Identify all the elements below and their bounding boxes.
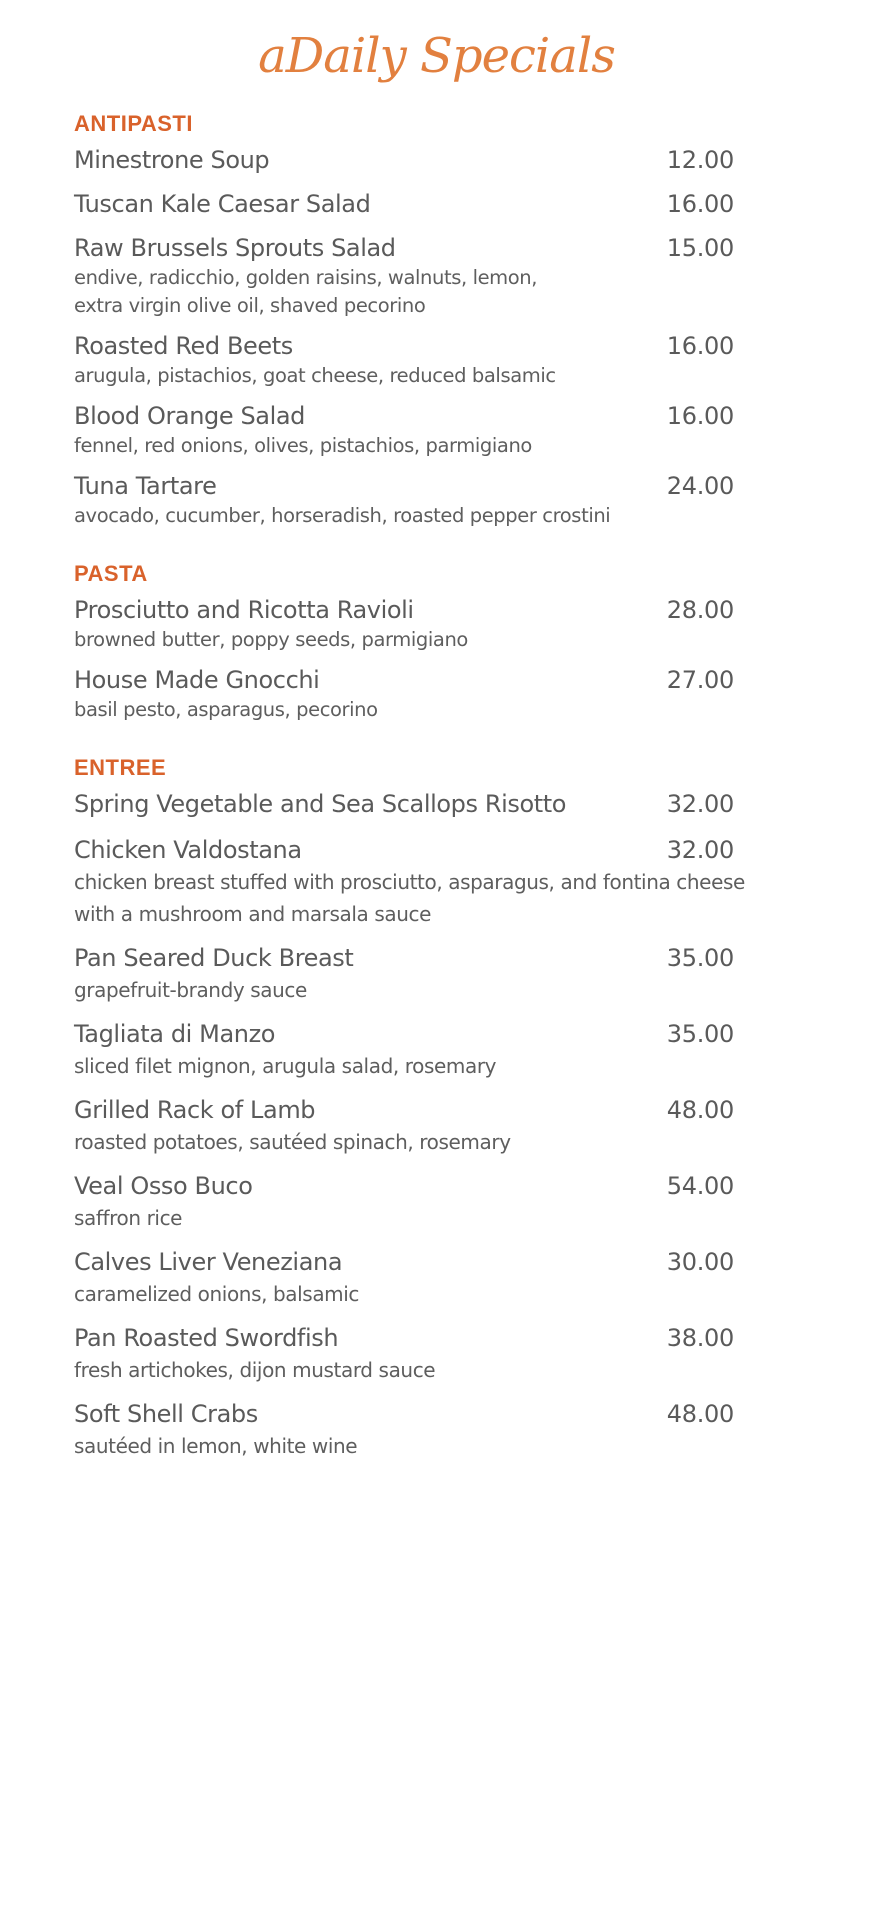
item-name: Raw Brussels Sprouts Salad [74,234,396,262]
item-name: Chicken Valdostana [74,836,302,864]
item-price: 35.00 [666,944,734,972]
menu-item [74,470,754,530]
item-name: House Made Gnocchi [74,666,320,694]
item-name: Minestrone Soup [74,146,270,174]
menu-item [74,942,754,1006]
item-price: 35.00 [666,1020,734,1048]
item-description: extra virgin olive oil, shaved pecorino [74,294,426,317]
menu-item [74,400,754,460]
menu-item [74,144,754,176]
section-heading: ANTIPASTI [74,111,193,136]
section-pasta [74,560,754,724]
page-title: aDaily Specials [258,28,615,84]
item-price: 15.00 [666,234,734,262]
item-description: endive, radicchio, golden raisins, walnuts, lemon, [74,266,538,289]
menu-item [74,664,754,724]
menu-item [74,1322,754,1386]
menu-item [74,1246,754,1310]
item-price: 12.00 [666,146,734,174]
menu-item [74,1170,754,1234]
item-description: caramelized onions, balsamic [74,1282,360,1306]
item-price: 16.00 [666,402,734,430]
menu-item [74,788,754,820]
item-price: 48.00 [666,1096,734,1124]
item-price: 16.00 [666,332,734,360]
item-name: Soft Shell Crabs [74,1400,258,1428]
menu-item [74,330,754,390]
item-name: Tuna Tartare [74,472,217,500]
item-description: basil pesto, asparagus, pecorino [74,698,378,721]
menu-item [74,834,754,930]
item-description: roasted potatoes, sautéed spinach, rosemary [74,1130,511,1154]
item-description: sliced filet mignon, arugula salad, rosemary [74,1054,497,1078]
item-name: Tagliata di Manzo [74,1020,276,1048]
item-price: 30.00 [666,1248,734,1276]
item-name: Grilled Rack of Lamb [74,1096,316,1124]
item-price: 38.00 [666,1324,734,1352]
menu-item [74,1018,754,1082]
item-description: browned butter, poppy seeds, parmigiano [74,628,468,651]
menu-item [74,188,754,220]
item-description: sautéed in lemon, white wine [74,1434,358,1458]
item-description: with a mushroom and marsala sauce [74,902,431,926]
section-antipasti [74,110,754,530]
menu-item [74,1398,754,1462]
item-name: Tuscan Kale Caesar Salad [74,190,371,218]
item-name: Pan Roasted Swordfish [74,1324,339,1352]
item-name: Prosciutto and Ricotta Ravioli [74,596,414,624]
item-price: 48.00 [666,1400,734,1428]
item-name: Roasted Red Beets [74,332,293,360]
menu-item [74,232,754,320]
item-description: fresh artichokes, dijon mustard sauce [74,1358,436,1382]
item-description: saffron rice [74,1206,183,1230]
item-price: 32.00 [666,790,734,818]
item-description: avocado, cucumber, horseradish, roasted pepper crostini [74,504,611,527]
item-name: Spring Vegetable and Sea Scallops Risotto [74,790,567,818]
item-price: 32.00 [666,836,734,864]
item-price: 16.00 [666,190,734,218]
item-description: grapefruit-brandy sauce [74,978,307,1002]
menu-item [74,1094,754,1158]
section-entree [74,754,754,1462]
item-description: chicken breast stuffed with prosciutto, asparagus, and fontina cheese [74,870,745,894]
section-heading: ENTREE [74,755,167,780]
menu-item [74,594,754,654]
item-description: arugula, pistachios, goat cheese, reduced balsamic [74,364,556,387]
item-price: 28.00 [666,596,734,624]
item-name: Blood Orange Salad [74,402,306,430]
item-name: Veal Osso Buco [74,1172,253,1200]
item-description: fennel, red onions, olives, pistachios, parmigiano [74,434,532,457]
item-name: Calves Liver Veneziana [74,1248,343,1276]
item-price: 27.00 [666,666,734,694]
item-name: Pan Seared Duck Breast [74,944,354,972]
section-heading: PASTA [74,561,148,586]
item-price: 24.00 [666,472,734,500]
item-price: 54.00 [666,1172,734,1200]
